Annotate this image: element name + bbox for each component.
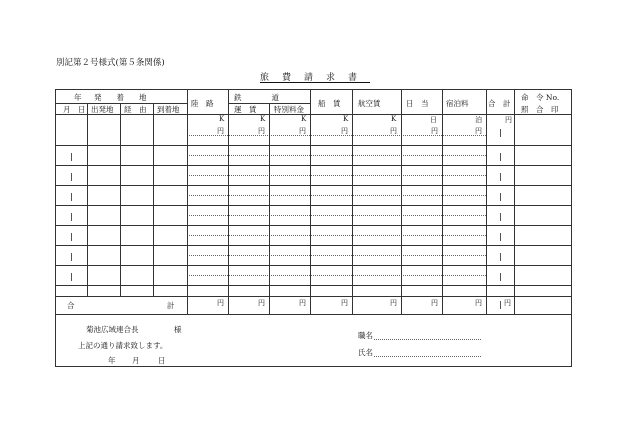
unit-yen: 円	[504, 299, 511, 307]
unit-yen: 円	[341, 299, 348, 307]
header-special-fee: 特別料金	[274, 105, 304, 114]
unit-night: 泊	[475, 116, 482, 124]
header-month: 月	[63, 105, 71, 114]
position-label: 職名	[358, 331, 373, 340]
unit-yen: 円	[299, 299, 306, 307]
total-row-label: 合	[67, 301, 75, 310]
header-air-fare: 航空賃	[358, 99, 381, 108]
header-ship-fare: 船 賃	[318, 99, 341, 108]
total-row-label: 計	[167, 301, 175, 310]
unit-yen: 円	[431, 299, 438, 307]
travel-expense-table	[55, 89, 572, 367]
unit-km: K	[343, 115, 349, 123]
header-via: 経 由	[124, 105, 147, 114]
header-year: 年	[74, 93, 82, 102]
header-day: 日	[78, 105, 86, 114]
unit-yen: 円	[475, 127, 482, 135]
header-departure: 出発地	[91, 105, 114, 114]
header-order-no: 命 令 No.	[521, 93, 560, 102]
header-land-route: 陸 路	[191, 99, 214, 108]
unit-yen: 円	[217, 127, 224, 135]
unit-yen: 円	[299, 127, 306, 135]
unit-yen: 円	[390, 299, 397, 307]
request-text: 上記の通り請求致します。	[78, 341, 168, 350]
header-total: 合 計	[488, 99, 511, 108]
unit-yen: 円	[258, 299, 265, 307]
header-arrival: 到着地	[157, 105, 180, 114]
form-id-label: 別記第２号様式(第５条関係)	[56, 58, 165, 68]
unit-km: K	[219, 115, 225, 123]
unit-yen: 円	[258, 127, 265, 135]
unit-km: K	[391, 115, 397, 123]
unit-km: K	[260, 115, 266, 123]
honorific: 様	[174, 325, 182, 334]
unit-yen: 円	[431, 127, 438, 135]
unit-day: 日	[430, 116, 437, 124]
unit-yen: 円	[390, 127, 397, 135]
header-lodging: 宿泊料	[446, 99, 469, 108]
date-day-label: 日	[158, 356, 166, 365]
header-daily-allowance: 日 当	[406, 99, 429, 108]
header-travel-places: 発 着 地	[94, 93, 147, 102]
unit-yen: 円	[475, 299, 482, 307]
form-title: 旅費請求書	[259, 73, 370, 83]
unit-yen: 円	[505, 116, 512, 124]
date-month-label: 月	[132, 356, 140, 365]
unit-yen: 円	[217, 299, 224, 307]
header-verify-seal: 照 合 印	[521, 105, 559, 114]
header-railway: 鉄 道	[234, 93, 279, 102]
date-year-label: 年	[108, 356, 116, 365]
name-label: 氏名	[358, 348, 373, 357]
addressee: 菊池広域連合長	[86, 325, 139, 334]
unit-km: K	[301, 115, 307, 123]
header-fare: 運 賃	[234, 105, 257, 114]
unit-yen: 円	[341, 127, 348, 135]
